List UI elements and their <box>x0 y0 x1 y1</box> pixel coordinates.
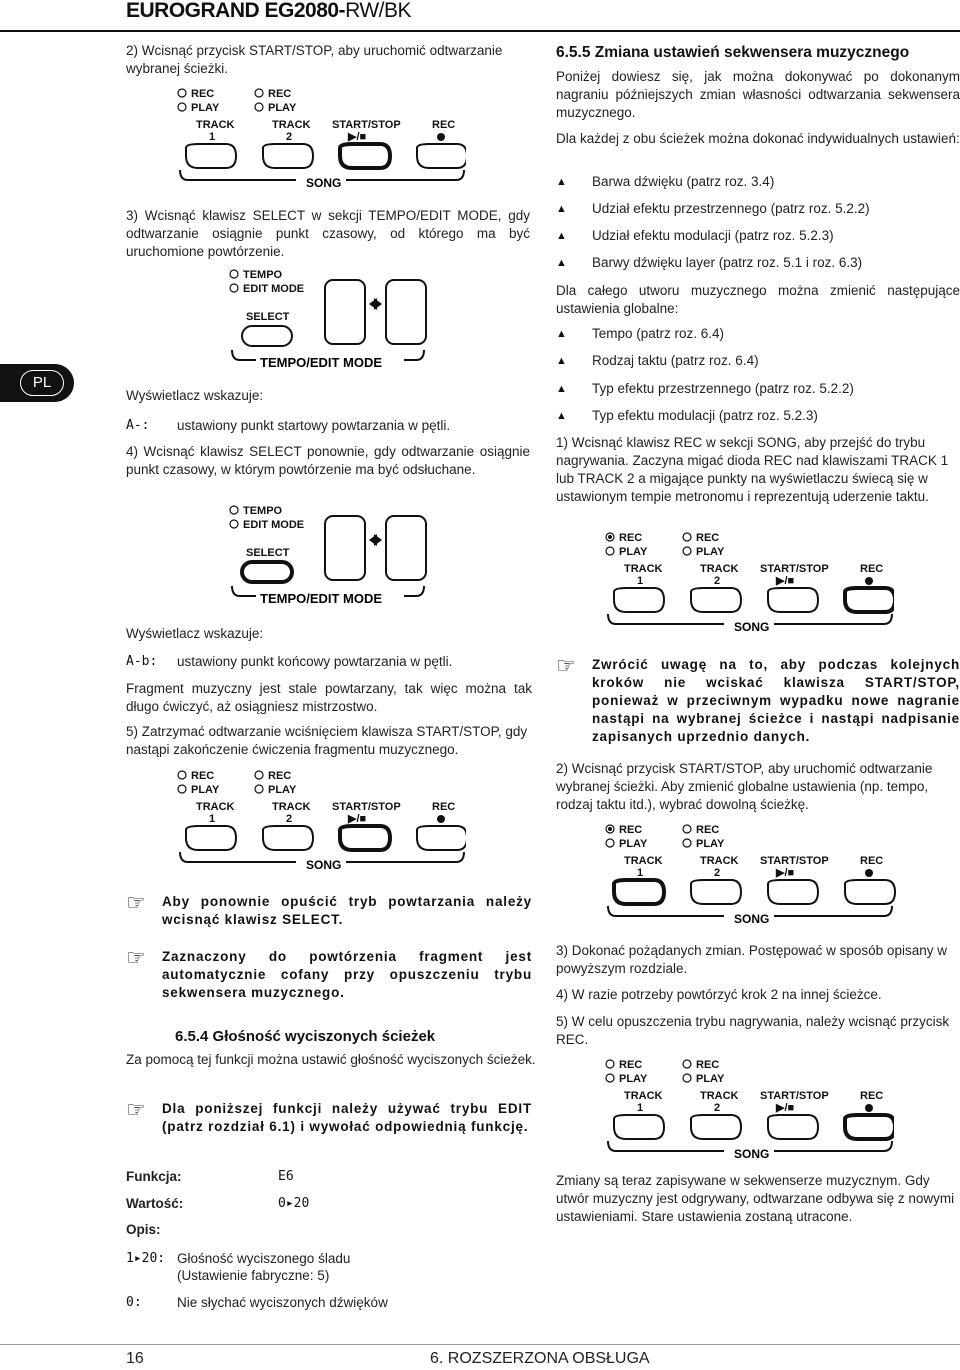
left-step4: 4) Wcisnąć klawisz SELECT ponownie, gdy odtwarzanie osiągnie punkt czasowy, w którym powtórzenie ma być odsłuchane. <box>126 444 530 477</box>
note-1: ☞ Aby ponownie opuścić tryb powtarzania należy wcisnąć klawisz SELECT. <box>126 890 532 927</box>
triangle-icon: ▲ <box>556 383 567 395</box>
svg-text:PLAY: PLAY <box>619 838 648 850</box>
svg-text:▶/■: ▶/■ <box>776 575 795 587</box>
svg-text:TRACK: TRACK <box>272 801 311 813</box>
left-step3: 3) Wcisnąć klawisz SELECT w sekcji TEMPO/EDIT MODE, gdy odtwarzanie osiągnie punkt czasowy, od którego ma być uruchomione powtórzenie. <box>126 208 530 259</box>
svg-text:2: 2 <box>714 575 721 587</box>
svg-text:1: 1 <box>637 575 644 587</box>
svg-text:SONG: SONG <box>306 858 342 872</box>
right-step4: 4) W razie potrzeby powtórzyć krok 2 na innej ścieżce. <box>556 987 882 1002</box>
svg-text:PLAY: PLAY <box>619 546 648 558</box>
svg-text:REC: REC <box>619 824 643 836</box>
tempo-panel-diagram-1 <box>228 266 428 374</box>
lcd-value-1: A-: <box>126 418 150 433</box>
per-track-text: Dla każdej z obu ścieżek można dokonać indywidualnych ustawień: <box>556 131 960 146</box>
global-bullet: ▲ Typ efektu przestrzennego (patrz roz. 5.2.2) <box>556 381 854 396</box>
svg-text:PLAY: PLAY <box>696 838 725 850</box>
track-bullet: ▲ Barwa dźwięku (patrz roz. 3.4) <box>556 174 775 189</box>
song-panel-diagram-1 <box>176 84 466 196</box>
svg-text:TRACK: TRACK <box>624 563 663 575</box>
fragment-text: Fragment muzyczny jest stale powtarzany, tak więc można tak długo ćwiczyć, aż osiągniesz mistrzostwo. <box>126 681 532 714</box>
tempo-panel-diagram-2 <box>228 502 428 610</box>
heading-6-5-4: 6.5.4 Głośność wyciszonych ścieżek <box>175 1028 436 1045</box>
svg-text:PLAY: PLAY <box>696 1073 725 1085</box>
opis1-lcd: 1▸20: <box>126 1251 166 1266</box>
svg-text:2: 2 <box>714 1102 721 1114</box>
wartosc-value: 0▸20 <box>278 1196 310 1211</box>
lcd-desc-2: ustawiony punkt końcowy powtarzania w pętli. <box>177 654 453 669</box>
svg-text:PLAY: PLAY <box>268 784 297 796</box>
svg-text:REC: REC <box>696 1059 720 1071</box>
svg-text:TEMPO: TEMPO <box>243 269 283 281</box>
pointing-hand-icon: ☞ <box>556 653 576 678</box>
svg-text:TEMPO/EDIT MODE: TEMPO/EDIT MODE <box>260 355 383 370</box>
svg-text:TRACK: TRACK <box>700 563 739 575</box>
svg-text:▶/■: ▶/■ <box>348 131 367 143</box>
note-2: ☞ Zaznaczony do powtórzenia fragment jest automatycznie cofany przy opuszczeniu trybu sekwensera muzycznego. <box>126 945 532 1000</box>
opis1-line2: (Ustawienie fabryczne: 5) <box>177 1268 330 1283</box>
page-number: 16 <box>126 1350 144 1367</box>
svg-text:REC: REC <box>191 88 215 100</box>
svg-text:PLAY: PLAY <box>268 102 297 114</box>
triangle-icon: ▲ <box>556 257 567 269</box>
pointing-hand-icon: ☞ <box>126 1097 146 1122</box>
note-right: ☞ Zwrócić uwagę na to, aby podczas kolejnych kroków nie wciskać klawisza START/STOP, ponieważ w przeciwnym wypadku nowe nagranie nastąpi na wybranej ścieżce i nastąpi nadpisanie zapisanych uprzednio danych. <box>556 653 960 744</box>
triangle-icon: ▲ <box>556 355 567 367</box>
footer-rule <box>0 1344 960 1345</box>
svg-text:START/STOP: START/STOP <box>332 119 401 131</box>
track-bullet: ▲ Barwy dźwięku layer (patrz roz. 5.1 i roz. 6.3) <box>556 255 863 270</box>
left-step5: 5) Zatrzymać odtwarzanie wciśnięciem klawisza START/STOP, gdy nastąpi zakończenie ćwiczenia fragmentu muzycznego. <box>126 724 528 757</box>
track-bullet: ▲ Udział efektu modulacji (patrz roz. 5.2.3) <box>556 228 834 243</box>
svg-text:PLAY: PLAY <box>191 102 220 114</box>
song-panel-diagram-5 <box>604 1055 894 1163</box>
svg-text:TEMPO/EDIT MODE: TEMPO/EDIT MODE <box>260 591 383 606</box>
opis1-line1: Głośność wyciszonego śladu <box>177 1251 351 1266</box>
svg-text:REC: REC <box>696 532 720 544</box>
svg-text:TRACK: TRACK <box>700 1090 739 1102</box>
svg-text:1: 1 <box>209 131 216 143</box>
svg-text:SONG: SONG <box>734 912 770 926</box>
svg-text:REC: REC <box>860 1090 884 1102</box>
svg-text:1: 1 <box>637 1102 644 1114</box>
pointing-hand-icon: ☞ <box>126 945 146 970</box>
svg-text:SONG: SONG <box>306 176 342 190</box>
right-step2: 2) Wcisnąć przycisk START/STOP, aby uruchomić odtwarzanie wybranej ścieżki. Aby zmienić globalne ustawienia (np. tempo, rodzaj taktu itd.), wybrać dowolną ścieżkę. <box>556 761 933 812</box>
triangle-icon: ▲ <box>556 230 567 242</box>
svg-text:SONG: SONG <box>734 1147 770 1161</box>
svg-text:2: 2 <box>286 131 293 143</box>
svg-text:▶/■: ▶/■ <box>776 867 795 879</box>
svg-text:SELECT: SELECT <box>246 547 290 559</box>
global-bullet: ▲ Rodzaj taktu (patrz roz. 6.4) <box>556 353 759 368</box>
svg-text:REC: REC <box>191 770 215 782</box>
display-label-2: Wyświetlacz wskazuje: <box>126 626 264 641</box>
svg-text:REC: REC <box>619 1059 643 1071</box>
svg-text:TEMPO: TEMPO <box>243 505 283 517</box>
svg-text:REC: REC <box>432 119 456 131</box>
svg-text:REC: REC <box>619 532 643 544</box>
svg-text:TRACK: TRACK <box>196 801 235 813</box>
svg-text:START/STOP: START/STOP <box>760 855 829 867</box>
svg-text:TRACK: TRACK <box>272 119 311 131</box>
svg-text:REC: REC <box>860 855 884 867</box>
song-panel-diagram-4 <box>604 820 904 928</box>
triangle-icon: ▲ <box>556 176 567 188</box>
triangle-icon: ▲ <box>556 410 567 422</box>
global-bullet: ▲ Typ efektu modulacji (patrz roz. 5.2.3) <box>556 408 818 423</box>
right-final: Zmiany są teraz zapisywane w sekwenserze muzycznym. Gdy utwór muzyczny jest odgrywany, odtwarzane odbywa się z nowymi ustawieniami. Stare ustawienia zostaną utracone. <box>556 1173 955 1224</box>
svg-text:▶/■: ▶/■ <box>776 1102 795 1114</box>
chapter-title: 6. ROZSZERZONA OBSŁUGA <box>430 1350 650 1367</box>
right-step1: 1) Wcisnąć klawisz REC w sekcji SONG, aby przejść do trybu nagrywania. Zaczyna migać dioda REC nad klawiszami TRACK 1 lub TRACK 2 a migające punkty na wyświetlaczu świecą się w ustawionym tempie metronomu i reprezentują uderzenie taktu. <box>556 435 949 504</box>
svg-text:REC: REC <box>432 801 456 813</box>
muted-intro: Za pomocą tej funkcji można ustawić głośność wyciszonych ścieżek. <box>126 1052 536 1067</box>
svg-text:PLAY: PLAY <box>619 1073 648 1085</box>
heading-6-5-5: 6.5.5 Zmiana ustawień sekwensera muzycznego <box>556 44 910 61</box>
svg-text:REC: REC <box>268 770 292 782</box>
svg-text:START/STOP: START/STOP <box>332 801 401 813</box>
svg-text:START/STOP: START/STOP <box>760 563 829 575</box>
note-3: ☞ Dla poniższej funkcji należy używać trybu EDIT (patrz rozdział 6.1) i wywołać odpowiednią funkcję. <box>126 1097 532 1134</box>
opis2-text: Nie słychać wyciszonych dźwięków <box>177 1295 388 1310</box>
display-label-1: Wyświetlacz wskazuje: <box>126 388 264 403</box>
svg-text:REC: REC <box>696 824 720 836</box>
right-step5: 5) W celu opuszczenia trybu nagrywania, należy wcisnąć przycisk REC. <box>556 1014 950 1047</box>
svg-text:REC: REC <box>268 88 292 100</box>
svg-text:TRACK: TRACK <box>700 855 739 867</box>
svg-text:2: 2 <box>286 813 293 825</box>
svg-text:TRACK: TRACK <box>624 855 663 867</box>
lcd-desc-1: ustawiony punkt startowy powtarzania w pętli. <box>177 418 451 433</box>
language-tab: PL <box>0 364 74 402</box>
right-intro: Poniżej dowiesz się, jak można dokonywać po dokonanym nagraniu późniejszych zmian własności odtwarzania sekwensera muzycznego. <box>556 69 960 120</box>
wartosc-label: Wartość: <box>126 1196 184 1211</box>
global-bullet: ▲ Tempo (patrz roz. 6.4) <box>556 326 725 341</box>
svg-text:2: 2 <box>714 867 721 879</box>
lcd-value-2: A-b: <box>126 654 158 669</box>
svg-text:TRACK: TRACK <box>624 1090 663 1102</box>
global-text: Dla całego utworu muzycznego można zmienić następujące ustawienia globalne: <box>556 283 960 316</box>
svg-text:1: 1 <box>209 813 216 825</box>
left-step2: 2) Wcisnąć przycisk START/STOP, aby uruchomić odtwarzanie wybranej ścieżki. <box>126 43 503 76</box>
svg-text:EDIT MODE: EDIT MODE <box>243 519 305 531</box>
funkcja-value: E6 <box>278 1169 294 1184</box>
svg-text:SELECT: SELECT <box>246 311 290 323</box>
svg-text:START/STOP: START/STOP <box>760 1090 829 1102</box>
funkcja-label: Funkcja: <box>126 1169 182 1184</box>
track-bullet: ▲ Udział efektu przestrzennego (patrz roz. 5.2.2) <box>556 201 870 216</box>
svg-text:PLAY: PLAY <box>696 546 725 558</box>
svg-text:▶/■: ▶/■ <box>348 813 367 825</box>
right-step3: 3) Dokonać pożądanych zmian. Postępować w sposób opisany w powyższym rozdziale. <box>556 943 947 976</box>
opis2-lcd: 0: <box>126 1295 142 1310</box>
svg-text:REC: REC <box>860 563 884 575</box>
svg-text:PLAY: PLAY <box>191 784 220 796</box>
svg-text:SONG: SONG <box>734 620 770 634</box>
triangle-icon: ▲ <box>556 328 567 340</box>
pointing-hand-icon: ☞ <box>126 890 146 915</box>
header-rule <box>0 30 960 32</box>
svg-text:TRACK: TRACK <box>196 119 235 131</box>
svg-text:1: 1 <box>637 867 644 879</box>
svg-text:EDIT MODE: EDIT MODE <box>243 283 305 295</box>
opis-label: Opis: <box>126 1222 161 1237</box>
song-panel-diagram-2 <box>176 766 466 874</box>
triangle-icon: ▲ <box>556 203 567 215</box>
song-panel-diagram-3 <box>604 528 894 636</box>
brand-title: EUROGRAND EG2080-RW/BK <box>126 0 412 22</box>
